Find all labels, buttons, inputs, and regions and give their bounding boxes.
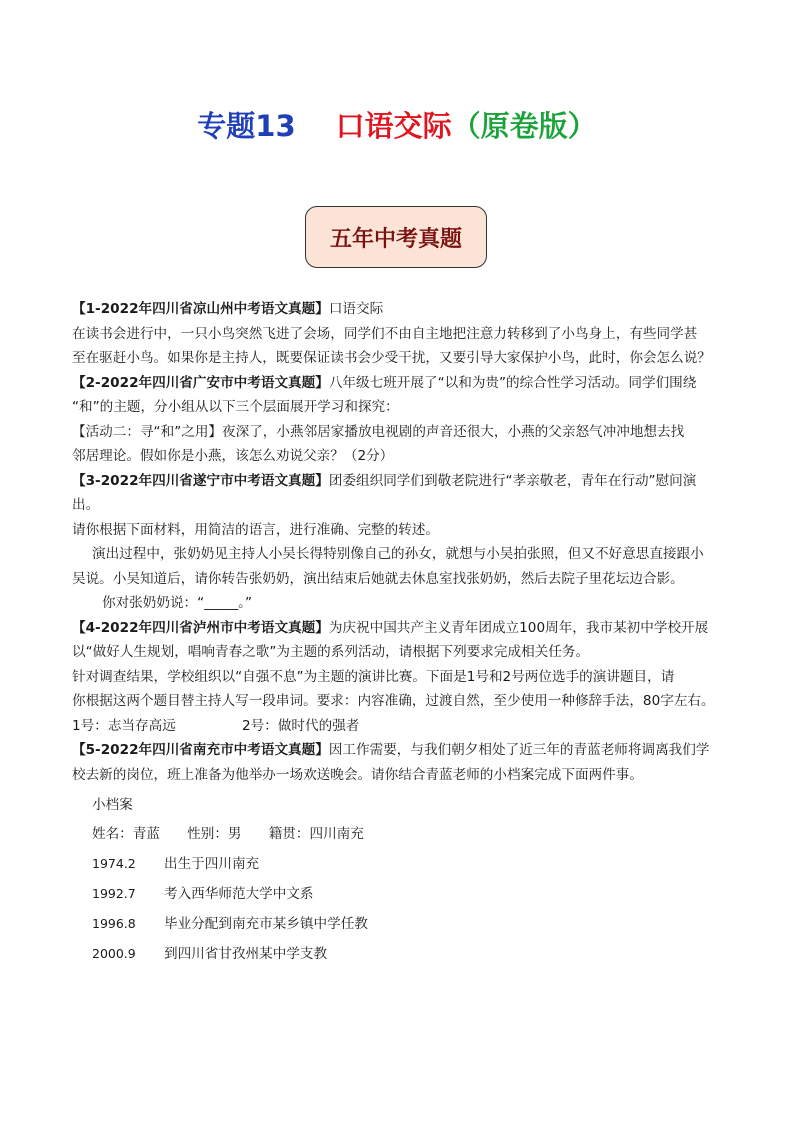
timeline-item (72, 879, 732, 909)
profile-title: 小档案 (92, 797, 133, 813)
timeline-item (72, 849, 732, 879)
question-5-tag: 【5-2022年四川省南充市中考语文真题】 (72, 742, 329, 758)
timeline-date: 2000.9 (92, 946, 136, 961)
speech-topic-2: 2号：做时代的强者 (242, 717, 360, 734)
question-4-line: 你根据这两个题目替主持人写一段串词。要求：内容准确，过渡自然，至少使用一种修辞手法，80字左右。 (72, 693, 715, 709)
question-3-material: 演出过程中，张奶奶见主持人小吴长得特别像自己的孙女，就想与小吴拍张照，但又不好意思直接跟小 (92, 546, 704, 562)
title-topic-number: 专题13 (197, 109, 296, 143)
question-3-prompt: 你对张奶奶说：“_____。” (102, 595, 253, 611)
timeline-event: 出生于四川南充 (164, 856, 260, 872)
question-2-line: “和”的主题，分小组从以下三个层面展开学习和探究： (72, 399, 399, 415)
question-4-speech-topics (72, 714, 732, 739)
question-4-tag: 【4-2022年四川省泸州市中考语文真题】 (72, 619, 329, 636)
question-5-head: 因工作需要，与我们朝夕相处了近三年的青蓝老师将调离我们学 (328, 742, 710, 758)
question-4-line: 以“做好人生规划，唱响青春之歌”为主题的系列活动，请根据下列要求完成相关任务。 (72, 644, 590, 660)
timeline-event: 到四川省甘孜州某中学支教 (164, 946, 328, 962)
question-3-line: 请你根据下面材料，用简洁的语言，进行准确、完整的转述。 (72, 521, 440, 538)
speech-topic-1: 1号：志当存高远 (72, 717, 176, 734)
title-topic-name: 口语交际 (335, 109, 452, 143)
profile-info: 姓名：青蓝 性别：男 籍贯：四川南充 (92, 826, 364, 842)
question-4-line: 针对调查结果，学校组织以“自强不息”为主题的演讲比赛。下面是1号和2号两位选手的演讲题目，请 (72, 668, 675, 685)
question-4-head: 为庆祝中国共产主义青年团成立100周年，我市某初中学校开展 (328, 619, 709, 636)
question-1-head: 口语交际 (328, 301, 384, 317)
question-2-head: 八年级七班开展了“以和为贵”的综合性学习活动。同学们围绕 (328, 374, 697, 391)
teacher-profile (72, 791, 732, 969)
question-3-header (72, 469, 732, 494)
timeline-date: 1996.8 (92, 916, 136, 931)
question-3-material: 吴说。小吴知道后，请你转告张奶奶，演出结束后她就去休息室找张奶奶，然后去院子里花坛边合影。 (72, 570, 684, 587)
question-1-line: 在读书会进行中，一只小鸟突然飞进了会场，同学们不由自主地把注意力转移到了小鸟身上，有些同学甚 (72, 325, 698, 342)
timeline-item (72, 909, 732, 939)
question-2-line: 【活动二：寻“和”之用】夜深了，小燕邻居家播放电视剧的声音还很大，小燕的父亲怒气冲冲地想去找 (72, 423, 685, 440)
title-edition: （原卷版） (451, 109, 597, 143)
question-1-header (72, 297, 732, 322)
timeline-date: 1992.7 (92, 886, 136, 901)
question-2-header (72, 371, 732, 396)
question-4-header (72, 616, 732, 641)
question-3-tag: 【3-2022年四川省遂宁市中考语文真题】 (72, 472, 329, 489)
timeline-event: 考入西华师范大学中文系 (164, 886, 314, 902)
question-5-header (72, 738, 732, 763)
questions-content (72, 297, 732, 969)
question-1-line: 至在驱赶小鸟。如果你是主持人，既要保证读书会少受干扰，又要引导大家保护小鸟，此时，你会怎么说？ (72, 350, 711, 366)
timeline-date: 1974.2 (92, 856, 136, 871)
question-2-line: 邻居理论。假如你是小燕，该怎么劝说父亲？（2分） (72, 448, 394, 464)
question-5-line: 校去新的岗位，班上准备为他举办一场欢送晚会。请你结合青蓝老师的小档案完成下面两件事。 (72, 766, 643, 783)
timeline-event: 毕业分配到南充市某乡镇中学任教 (164, 916, 368, 932)
document-title (0, 104, 794, 145)
question-3-line: 出。 (72, 497, 100, 513)
timeline-item (72, 939, 732, 969)
question-1-tag: 【1-2022年四川省凉山州中考语文真题】 (72, 301, 329, 317)
question-3-head: 团委组织同学们到敬老院进行“孝亲敬老，青年在行动”慰问演 (328, 472, 697, 489)
question-2-tag: 【2-2022年四川省广安市中考语文真题】 (72, 374, 329, 391)
section-label: 五年中考真题 (305, 206, 487, 268)
